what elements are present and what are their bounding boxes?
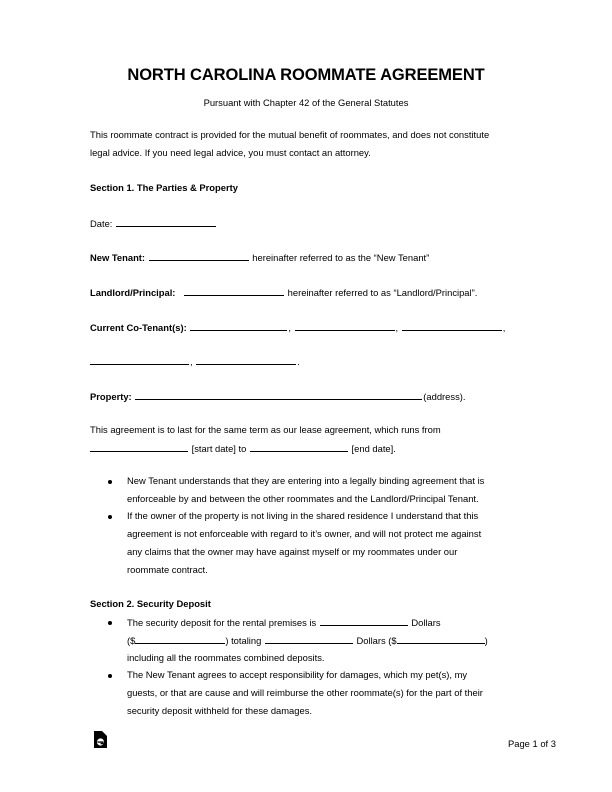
deposit-line-1 — [127, 616, 441, 628]
new-tenant-field[interactable] — [149, 251, 249, 261]
deposit-amount-field[interactable] — [135, 634, 225, 644]
term-row — [90, 442, 396, 454]
end-date-label: [end date]. — [351, 443, 396, 454]
landlord-row — [90, 286, 477, 298]
bullet-2-line-1: If the owner of the property is not living in the shared residence I understand that this — [127, 510, 479, 521]
cotenant-field-5[interactable] — [196, 355, 296, 365]
bullet-2-line-4: roommate contract. — [127, 564, 208, 575]
cotenant-field-1[interactable] — [190, 321, 287, 331]
eforms-logo-icon — [94, 731, 107, 748]
start-date-field[interactable] — [90, 442, 188, 452]
new-tenant-row — [90, 251, 429, 263]
property-address-field[interactable] — [135, 390, 422, 400]
total-amount-field[interactable] — [397, 634, 485, 644]
date-label: Date: — [90, 218, 113, 229]
document-title: NORTH CAROLINA ROOMMATE AGREEMENT — [127, 66, 485, 84]
comma: , — [288, 322, 291, 333]
section-1-heading: Section 1. The Parties & Property — [90, 182, 238, 193]
damages-line-2: guests, or that are cause and will reimburse the other roommate(s) for the part of their — [127, 687, 483, 698]
start-date-label: [start date] to — [191, 443, 247, 454]
deposit-text: The security deposit for the rental premises is — [127, 617, 317, 628]
totaling-label: ) totaling — [225, 635, 262, 646]
period: . — [297, 356, 300, 367]
property-label: Property: — [90, 391, 132, 402]
date-field[interactable] — [116, 217, 216, 227]
intro-line-2: legal advice. If you need legal advice, you must contact an attorney. — [90, 147, 371, 158]
bullet-2-line-2: agreement is not enforceable with regard to it’s owner, and will not protect me against — [127, 528, 482, 539]
intro-line-1: This roommate contract is provided for the mutual benefit of roommates, and does not constitute — [90, 129, 490, 140]
bullet-2-line-3: any claims that the owner may have against myself or my roommates under our — [127, 546, 458, 557]
bullet-icon — [108, 515, 112, 519]
deposit-amount-words-field[interactable] — [320, 616, 408, 626]
bullet-icon — [108, 621, 112, 625]
bullet-icon — [108, 480, 112, 484]
cotenant-field-2[interactable] — [295, 321, 395, 331]
term-line-1: This agreement is to last for the same term as our lease agreement, which runs from — [90, 424, 441, 435]
section-2-heading: Section 2. Security Deposit — [90, 598, 211, 609]
bullet-icon — [108, 674, 112, 678]
close-paren: ) — [484, 635, 488, 646]
comma: , — [190, 356, 193, 367]
bullet-1-line-1: New Tenant understands that they are entering into a legally binding agreement that is — [127, 475, 485, 486]
cotenant-field-4[interactable] — [90, 355, 189, 365]
new-tenant-label: New Tenant: — [90, 252, 146, 263]
dollars-label: Dollars ($ — [356, 635, 397, 646]
cotenants-label: Current Co-Tenant(s): — [90, 322, 187, 333]
landlord-field[interactable] — [184, 286, 284, 296]
dollars-label: Dollars — [411, 617, 441, 628]
property-suffix: (address). — [423, 391, 466, 402]
damages-line-1: The New Tenant agrees to accept responsibility for damages, which my pet(s), my — [127, 669, 468, 680]
date-row — [90, 217, 217, 229]
cotenants-row-2 — [90, 355, 300, 367]
end-date-field[interactable] — [250, 442, 348, 452]
damages-line-3: security deposit withheld for these damages. — [127, 705, 312, 716]
new-tenant-suffix: hereinafter referred to as the “New Tenant” — [252, 252, 430, 263]
page-number: Page 1 of 3 — [508, 738, 556, 749]
bullet-1-line-2: enforceable by and between the other roommates and the Landlord/Principal Tenant. — [127, 493, 479, 504]
landlord-label: Landlord/Principal: — [90, 287, 176, 298]
document-subtitle: Pursuant with Chapter 42 of the General Statutes — [203, 97, 409, 108]
deposit-line-2 — [127, 634, 488, 646]
property-row — [90, 390, 466, 402]
landlord-suffix: hereinafter referred to as “Landlord/Principal”. — [287, 287, 478, 298]
open-paren-dollar: ($ — [127, 635, 136, 646]
comma: , — [502, 322, 506, 333]
cotenant-field-3[interactable] — [402, 321, 502, 331]
cotenants-row — [90, 321, 505, 333]
deposit-line-3: including all the roommates combined deposits. — [127, 652, 325, 663]
total-amount-words-field[interactable] — [265, 634, 353, 644]
comma: , — [395, 322, 399, 333]
